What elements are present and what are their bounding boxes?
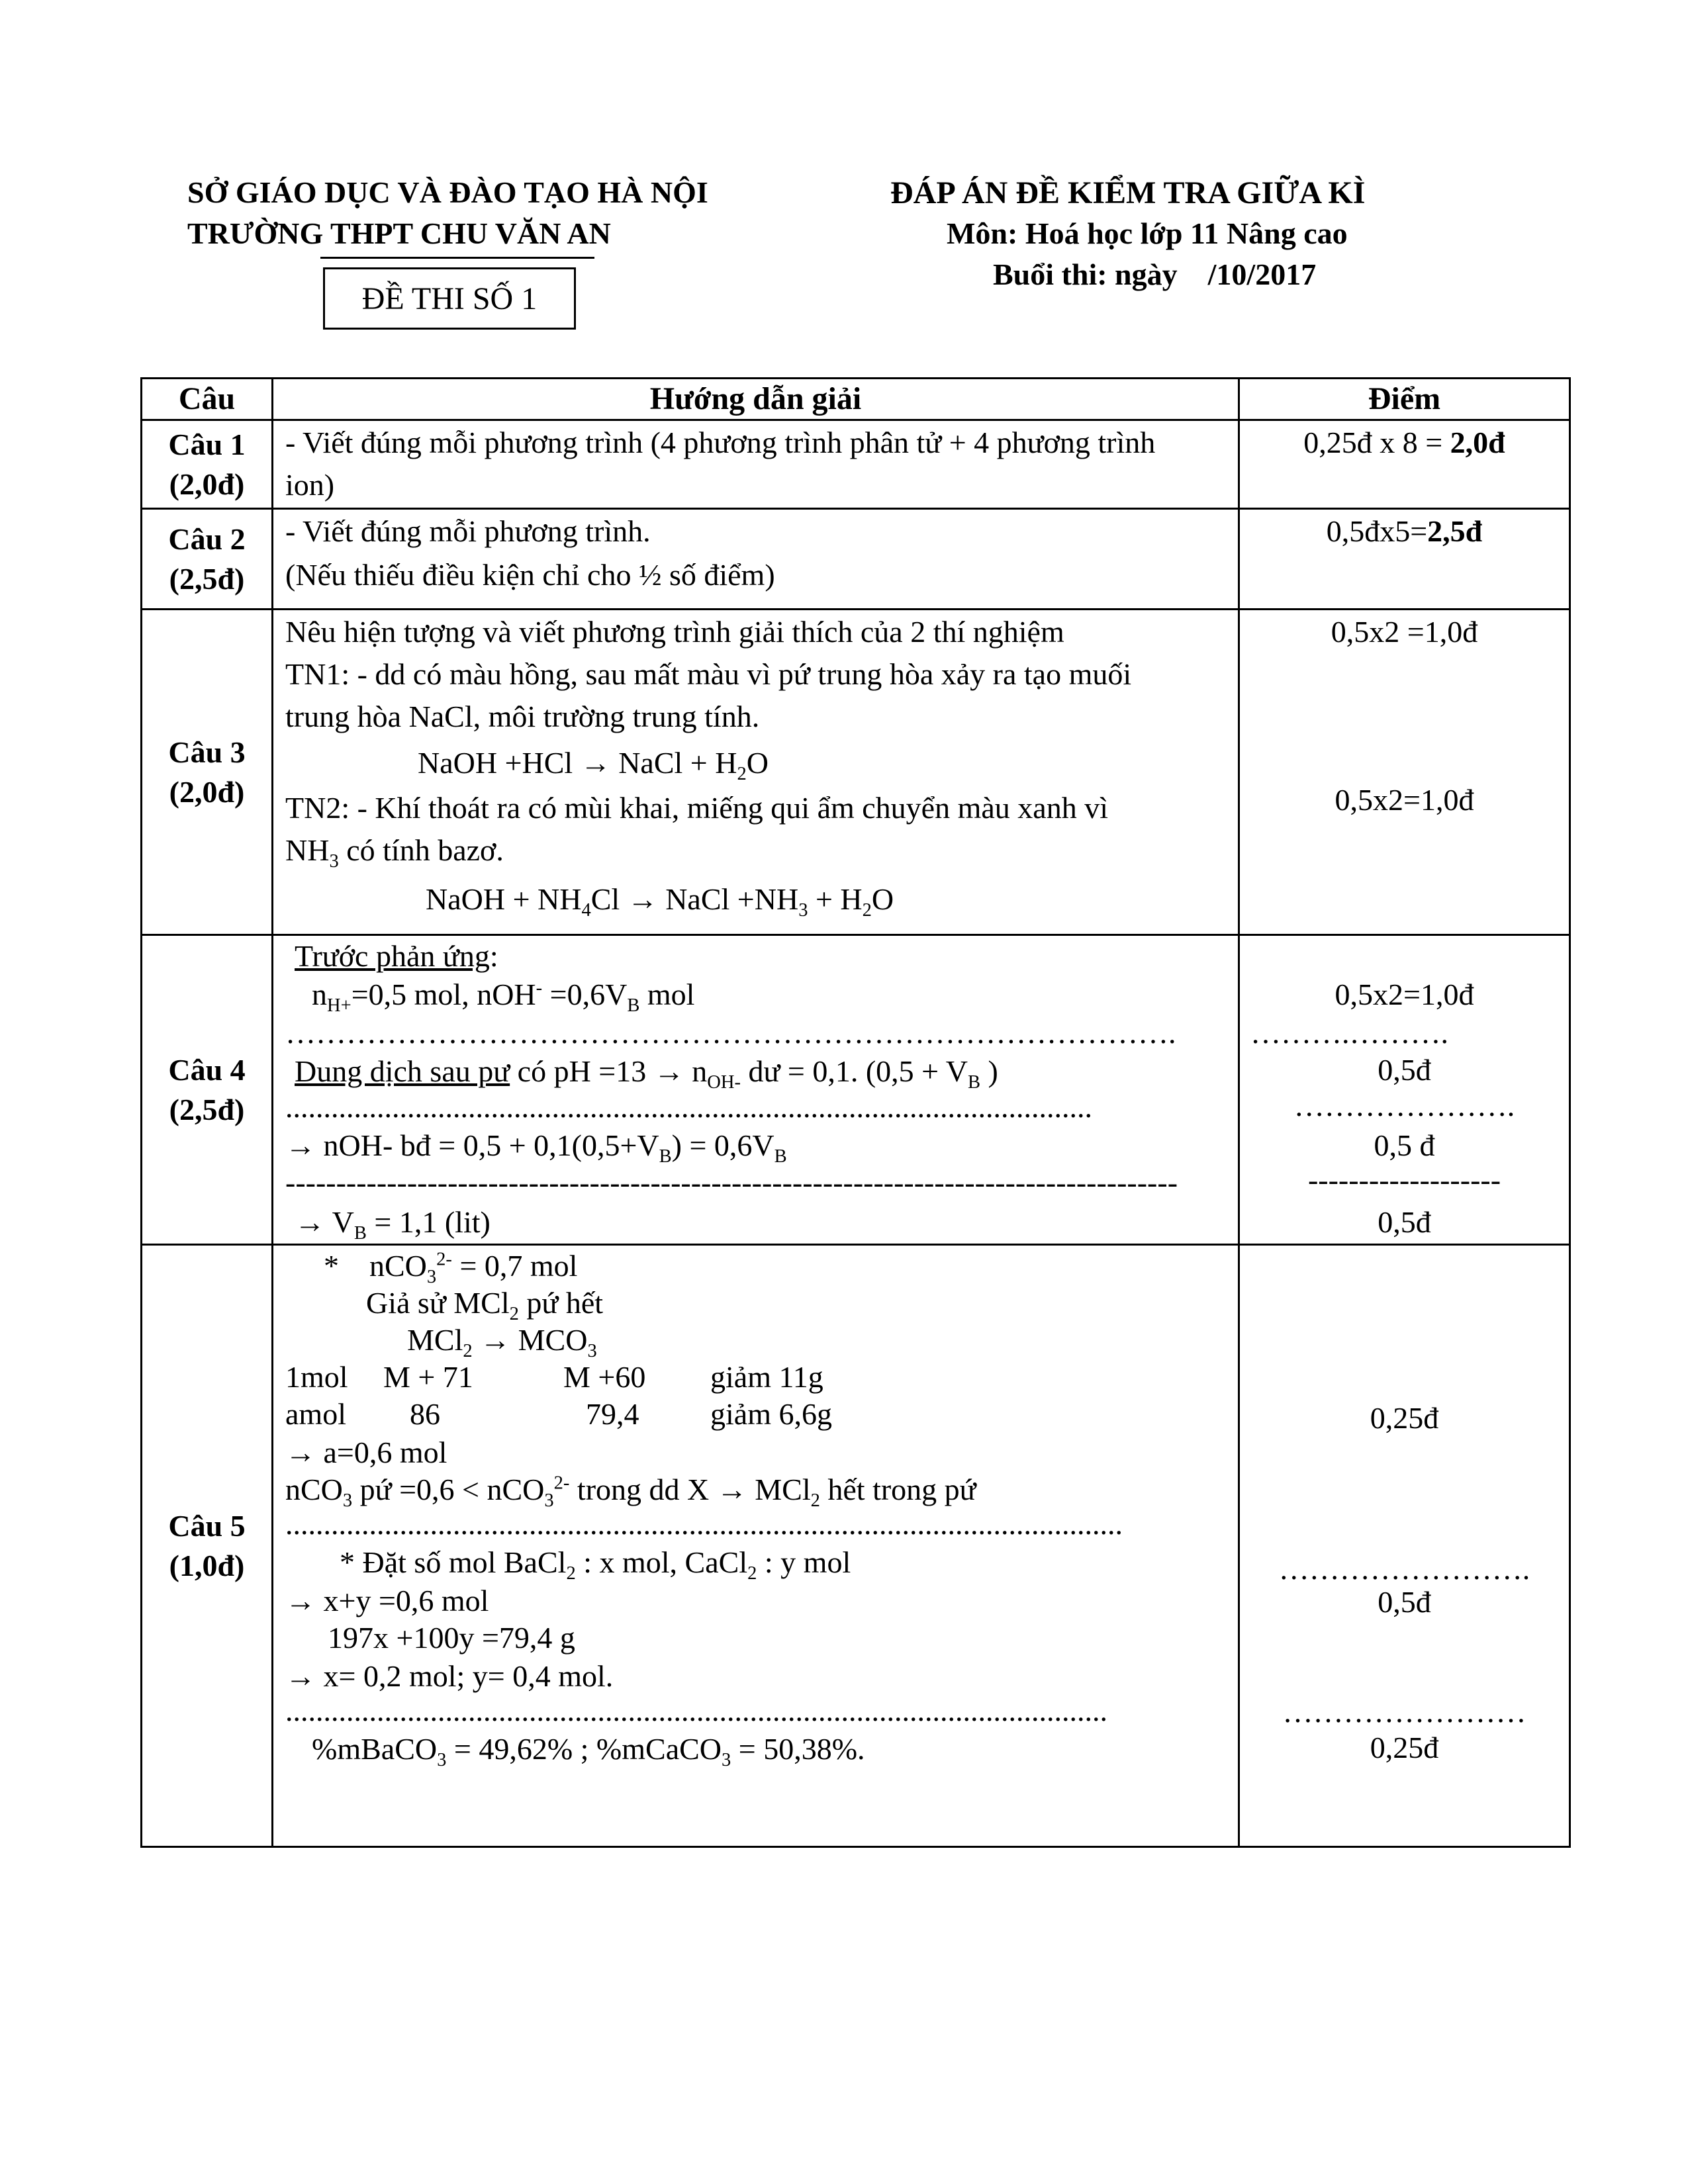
q2-line1: - Viết đúng mỗi phương trình. [285,514,651,548]
answer-table [140,377,1571,1848]
q5-pts3: 0,25đ [1370,1731,1439,1764]
q5-r1c: M +60 [563,1360,646,1394]
q3-eq2-d: + H [808,882,863,916]
q5-xy: → x+y =0,6 mol [285,1584,489,1617]
q5-points [1239,1245,1570,1847]
q4-label: Câu 4 [168,1052,246,1087]
q1-line2: ion) [285,468,335,502]
header-guide: Hướng dẫn giải [273,379,1239,420]
q2-pts-b: 2,5đ [1427,514,1483,548]
q4-vb-a: → V [295,1205,354,1239]
q3-pts1: 0,5x2 =1,0đ [1331,615,1478,649]
q4-noh-b: ) = 0,6V [671,1128,774,1162]
q5-r2b: 86 [410,1397,440,1431]
q3-score: (2,0đ) [169,774,245,809]
q4-label-cell [142,935,273,1245]
q5-label-cell [142,1245,273,1847]
table-row-q1 [142,420,1570,509]
q3-eq2: NaOH + $NH_4Cl$ → NaCl $+NH_3 + H_2O$ [426,882,894,921]
q2-line2: (Nếu thiếu điều kiện chỉ cho ½ số điểm) [285,558,775,592]
q2-points [1239,509,1570,610]
q3-line3: trung hòa NaCl, môi trường trung tính. [285,700,760,733]
q4-before-text: Trước phản ứng [295,939,490,973]
q2-guide [273,509,1239,610]
q4-guide [273,935,1239,1245]
header-points: Điểm [1239,379,1570,420]
q3-line6-rest: có tính bazơ. [338,833,504,867]
arrow-icon: → [480,1323,511,1357]
q3-pts2: 0,5x2=1,0đ [1335,783,1474,817]
q2-label-cell [142,509,273,610]
q4-noh: → nOH- bđ = $0,5 + 0,1(0,5+V_B) = 0,6V_B$ [285,1128,787,1167]
q5-label: Câu 5 [168,1508,246,1543]
q3-points [1239,610,1570,935]
q5-nco3-d: hết trong pứ [820,1473,976,1506]
q5-set-a: * Đặt số mol BaCl [340,1545,567,1579]
q5-l3: $MCl_2 \to MCO_3$ [407,1323,597,1362]
q4-before: Trước phản ứng: [295,939,498,973]
q4-after-b: có pH =13 → n [510,1054,708,1088]
q5-pts2: 0,5đ [1378,1585,1431,1619]
arrow-icon: → [580,746,611,780]
q1-points [1239,420,1570,509]
q3-eq2-b: Cl [590,882,620,916]
q4-points [1239,935,1570,1245]
q3-label-cell [142,610,273,935]
q4-n-rest: =0,6V [542,978,628,1011]
q4-dotted: ……………………………………………………………………………. [285,1016,1176,1050]
q5-dots2: ............................................................................................................ [285,1694,1107,1727]
q5-res: → x= 0,2 mol; y= 0,4 mol. [285,1659,614,1693]
q5-nco3-c: trong dd X → MCl [569,1473,811,1506]
q3-guide [273,610,1239,935]
table-row-q3 [142,610,1570,935]
school-name: TRƯỜNG THPT CHU VĂN AN [187,216,611,250]
q4-vb-b: = 1,1 (lit) [366,1205,491,1239]
subject: Môn: Hoá học lớp 11 Nâng cao [947,216,1348,250]
q5-a-val: → a=0,6 mol [285,1435,447,1469]
q1-guide [273,420,1239,509]
q3-eq1-right: NaCl + H [618,746,737,780]
exam-code-box [323,267,576,330]
q5-r1b: M + 71 [383,1360,473,1394]
q1-label: Câu 1 [168,427,246,461]
q4-pts3: 0,5 đ [1374,1128,1435,1162]
q5-pct-a: %mBaCO [312,1732,438,1766]
q5-eq: 197x +100y =79,4 g [328,1621,575,1655]
q5-score: (1,0đ) [169,1548,245,1582]
q3-line6: $NH_3$ có tính bazơ. [285,833,504,872]
q4-after-c: dư = 0,1. (0,5 + V [740,1054,968,1088]
table-row-q5 [142,1245,1570,1847]
q5-set: * Đặt số mol BaCl$_2$ : x mol, CaCl$_2$ : y mol [340,1545,851,1584]
header-q: Câu [142,379,273,420]
q2-pts-a: 0,5đx5= [1326,514,1428,548]
q5-nco3-a: nCO [285,1473,343,1506]
q5-r2a: amol [285,1397,346,1431]
q5-r1d: giảm 11g [710,1360,823,1394]
header-underline [320,257,594,259]
q5-pct: %mBaCO$_3$ = 49,62% ; %mCaCO$_3$ = 50,38%. [312,1732,865,1771]
q5-pct-c: = 50,38%. [731,1732,865,1766]
q5-mcl2: MCl [407,1323,463,1357]
q5-l1-a: * nCO [324,1249,427,1283]
q5-nco3: nCO$_3$ pứ =0,6 < nCO$_3^{2-}$ trong dd X → MCl$_2$ hết trong pứ [285,1473,976,1512]
q3-eq2-c: NaCl +NH [665,882,799,916]
q1-pts-b: 2,0đ [1450,426,1505,459]
q5-l2-b: pứ hết [518,1286,604,1320]
q5-l1: * nCO$_3^{2-}$ = 0,7 mol [324,1249,578,1288]
q4-pts4: 0,5đ [1378,1205,1431,1239]
q1-line1: - Viết đúng mỗi phương trình (4 phương trình phân tử + 4 phương trình [285,426,1156,459]
q3-eq1-left: NaOH +HCl [418,746,573,780]
q4-vb: → $V_B = 1,1$ (lit) [295,1205,491,1244]
q4-after-d: ) [980,1054,998,1088]
q4-after-a: Dung dịch sau pư [295,1054,510,1088]
q4-pdash: ------------------- [1307,1163,1501,1197]
q4-pts2: 0,5đ [1378,1053,1431,1087]
q3-label: Câu 3 [168,735,246,769]
q5-l1-b: = 0,7 mol [451,1249,578,1283]
doc-title: ĐÁP ÁN ĐỀ KIỂM TRA GIỮA KÌ [890,175,1366,210]
q4-pts1: 0,5x2=1,0đ [1335,978,1474,1011]
q4-dashes: ---------------------------------------------------------------------------------------- [285,1165,1178,1199]
session: Buổi thi: ngày /10/2017 [993,257,1317,291]
q5-set-c: : y mol [757,1545,851,1579]
q2-score: (2,5đ) [169,561,245,596]
arrow-icon: → [627,882,658,916]
q5-guide [273,1245,1239,1847]
q4-pdots2: …………………. [1293,1089,1515,1122]
q4-n-text: =0,5 mol, nOH [351,978,536,1011]
q5-pdots2: …………………… [1282,1695,1526,1729]
q5-r2c: 79,4 [586,1397,639,1431]
q3-eq1: NaOH +HCl → NaCl + $H_2O$ [418,746,769,785]
q5-pct-b: = 49,62% ; %mCaCO [446,1732,722,1766]
q3-line1: Nêu hiện tượng và viết phương trình giải thích của 2 thí nghiệm [285,615,1064,649]
q1-pts-a: 0,25đ x 8 = [1303,426,1450,459]
q3-line5: TN2: - Khí thoát ra có mùi khai, miếng qui ẩm chuyển màu xanh vì [285,791,1108,825]
table-row-q2 [142,509,1570,610]
q5-l2-a: Giả sử MCl [366,1286,510,1320]
q5-l2: Giả sử MCl$_2$ pứ hết [366,1286,604,1325]
q4-score: (2,5đ) [169,1092,245,1126]
q4-pdots1: ……….………. [1250,1016,1448,1050]
exam-code: ĐỀ THI SỐ 1 [361,281,538,316]
q4-noh-a: → nOH- bđ = 0,5 + 0,1(0,5+V [285,1128,659,1162]
table-row-q4 [142,935,1570,1245]
q5-set-b: : x mol, CaCl [575,1545,748,1579]
q3-eq2-a: NaOH + NH [426,882,582,916]
q4-n-line: $n_{H+}=0,5$ mol, $nOH^- =0,6V_B$ mol [312,978,695,1017]
q5-pdots1: ……………………. [1278,1552,1530,1586]
q5-r1a: 1mol [285,1360,348,1394]
q1-label-cell [142,420,273,509]
q4-dots2: .......................................................................................................... [285,1090,1092,1124]
q5-mco3: MCO [518,1323,588,1357]
q4-mol: mol [639,978,695,1011]
table-header-row [142,379,1570,420]
q3-line2: TN1: - dd có màu hồng, sau mất màu vì pứ trung hòa xảy ra tạo muối [285,657,1132,691]
q5-nco3-b: pứ =0,6 < nCO [352,1473,545,1506]
q4-after: Dung dịch sau pư có pH $=13 \to n_{OH-}$ dư = 0,1. ($0,5 + V_B$ ) [295,1054,998,1093]
dept-name: SỞ GIÁO DỤC VÀ ĐÀO TẠO HÀ NỘI [187,175,708,209]
q5-dots1: .............................................................................................................. [285,1507,1123,1541]
q5-pts1: 0,25đ [1370,1401,1439,1435]
q2-label: Câu 2 [168,522,246,556]
q3-nh3: NH [285,833,330,867]
q5-r2d: giảm 6,6g [710,1397,832,1431]
q1-score: (2,0đ) [169,467,245,501]
